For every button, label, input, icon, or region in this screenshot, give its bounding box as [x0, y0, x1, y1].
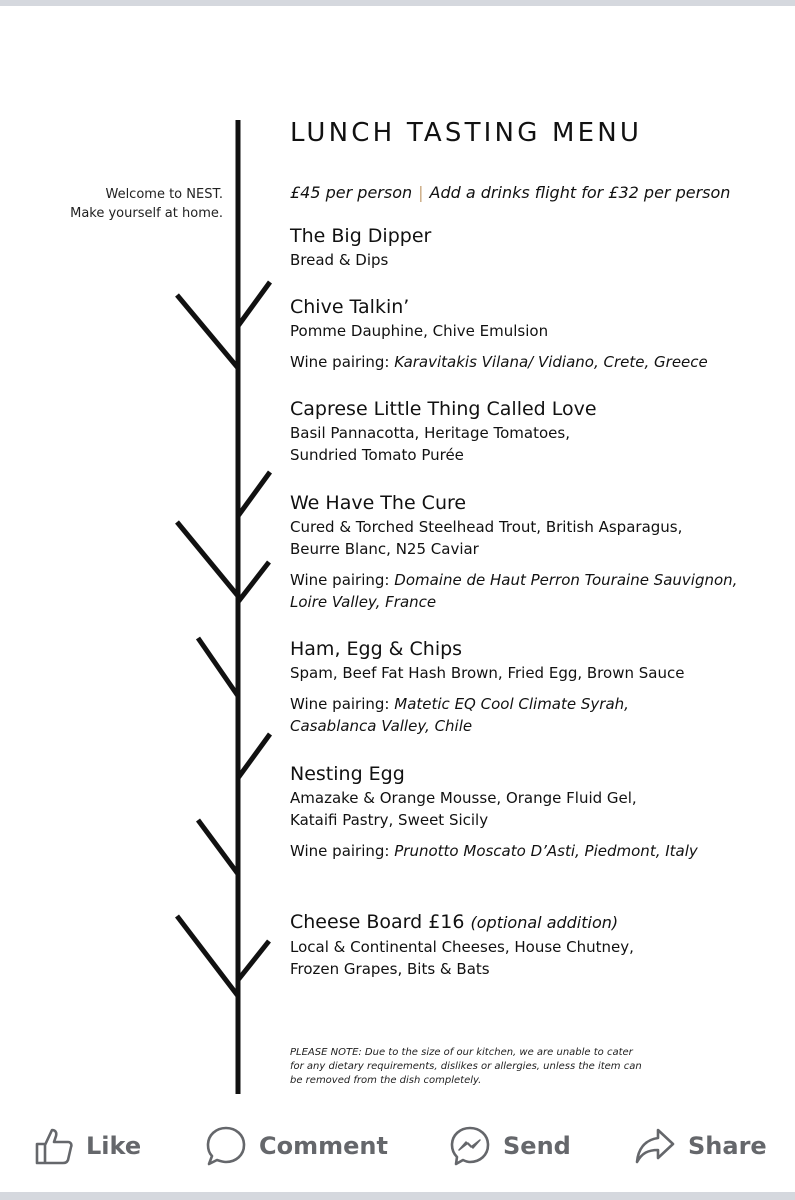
- wine-pairing-value: Loire Valley, France: [290, 593, 437, 611]
- price-line: [290, 183, 730, 202]
- menu-title: LUNCH TASTING MENU: [290, 118, 643, 148]
- comment-bubble-icon: [205, 1125, 247, 1167]
- welcome-line-2: Make yourself at home.: [70, 206, 223, 221]
- course-caprese: [290, 397, 780, 466]
- wine-pairing: [290, 693, 780, 737]
- bottom-divider: [0, 1192, 795, 1200]
- course-description: [290, 662, 780, 684]
- wine-pairing-label: Wine pairing:: [290, 571, 390, 589]
- comment-button[interactable]: [205, 1100, 388, 1192]
- messenger-icon: [449, 1125, 491, 1167]
- price-per-person: £45 per person: [290, 183, 413, 202]
- share-button[interactable]: [634, 1100, 767, 1192]
- wine-pairing-label: Wine pairing:: [290, 842, 390, 860]
- course-description-line: Pomme Dauphine, Chive Emulsion: [290, 322, 549, 340]
- course-name: Caprese Little Thing Called Love: [290, 398, 597, 420]
- course-name: [290, 910, 780, 935]
- share-arrow-icon: [634, 1125, 676, 1167]
- drinks-flight-price: Add a drinks flight for £32 per person: [429, 183, 731, 202]
- course-chive-talkin: [290, 295, 780, 373]
- course-description-line: Bread & Dips: [290, 251, 389, 269]
- course-we-have-the-cure: [290, 491, 780, 613]
- wine-pairing: [290, 351, 780, 373]
- wine-pairing-value: Domaine de Haut Perron Touraine Sauvignon,: [394, 571, 738, 589]
- course-description-line: Beurre Blanc, N25 Caviar: [290, 540, 479, 558]
- course-description-line: Spam, Beef Fat Hash Brown, Fried Egg, Brown Sauce: [290, 664, 685, 682]
- wine-pairing-value: Matetic EQ Cool Climate Syrah,: [394, 695, 629, 713]
- course-ham-egg-chips: [290, 637, 780, 737]
- like-label: Like: [86, 1132, 142, 1160]
- course-description: [290, 249, 780, 271]
- course-description-line: Sundried Tomato Purée: [290, 446, 464, 464]
- course-description-line: Basil Pannacotta, Heritage Tomatoes,: [290, 424, 570, 442]
- course-name: Chive Talkin’: [290, 296, 410, 318]
- comment-label: Comment: [259, 1132, 388, 1160]
- course-big-dipper: [290, 224, 780, 271]
- course-name: We Have The Cure: [290, 492, 467, 514]
- course-description-line: Amazake & Orange Mousse, Orange Fluid Gel,: [290, 789, 637, 807]
- wine-pairing: [290, 840, 780, 862]
- wine-pairing-label: Wine pairing:: [290, 353, 390, 371]
- course-description-line: Cured & Torched Steelhead Trout, British Asparagus,: [290, 518, 683, 536]
- course-description: [290, 787, 780, 831]
- send-label: Send: [503, 1132, 571, 1160]
- course-name: Nesting Egg: [290, 763, 405, 785]
- wine-pairing: [290, 569, 780, 613]
- menu-image[interactable]: [0, 6, 795, 1096]
- wine-pairing-value: Karavitakis Vilana/ Vidiano, Crete, Greece: [394, 353, 708, 371]
- dietary-note: [290, 1046, 642, 1088]
- thumbs-up-icon: [34, 1126, 74, 1166]
- course-description: [290, 936, 780, 980]
- course-cheese-board: [290, 910, 780, 980]
- dietary-note-line: for any dietary requirements, dislikes or allergies, unless the item can: [290, 1061, 642, 1072]
- course-description: [290, 320, 780, 342]
- wine-pairing-label: Wine pairing:: [290, 695, 390, 713]
- course-description-line: Local & Continental Cheeses, House Chutney,: [290, 938, 634, 956]
- dietary-note-line: be removed from the dish completely.: [290, 1075, 482, 1086]
- dietary-note-line: PLEASE NOTE: Due to the size of our kitchen, we are unable to cater: [290, 1047, 633, 1058]
- wine-pairing-value: Prunotto Moscato D’Asti, Piedmont, Italy: [394, 842, 698, 860]
- price-separator: |: [418, 183, 424, 202]
- welcome-line-1: Welcome to NEST.: [105, 187, 223, 202]
- course-name: The Big Dipper: [290, 225, 432, 247]
- welcome-message: [70, 185, 223, 223]
- course-name: Ham, Egg & Chips: [290, 638, 463, 660]
- course-nesting-egg: [290, 762, 780, 862]
- share-label: Share: [688, 1132, 767, 1160]
- send-button[interactable]: [449, 1100, 571, 1192]
- course-description-line: Kataifi Pastry, Sweet Sicily: [290, 811, 489, 829]
- like-button[interactable]: [34, 1100, 141, 1192]
- post-action-bar: [0, 1100, 795, 1192]
- cheese-board-name: Cheese Board £16: [290, 911, 465, 933]
- optional-addition-label: (optional addition): [470, 913, 619, 932]
- wine-pairing-value: Casablanca Valley, Chile: [290, 717, 473, 735]
- course-description-line: Frozen Grapes, Bits & Bats: [290, 960, 490, 978]
- course-description: [290, 516, 780, 560]
- course-description: [290, 422, 780, 466]
